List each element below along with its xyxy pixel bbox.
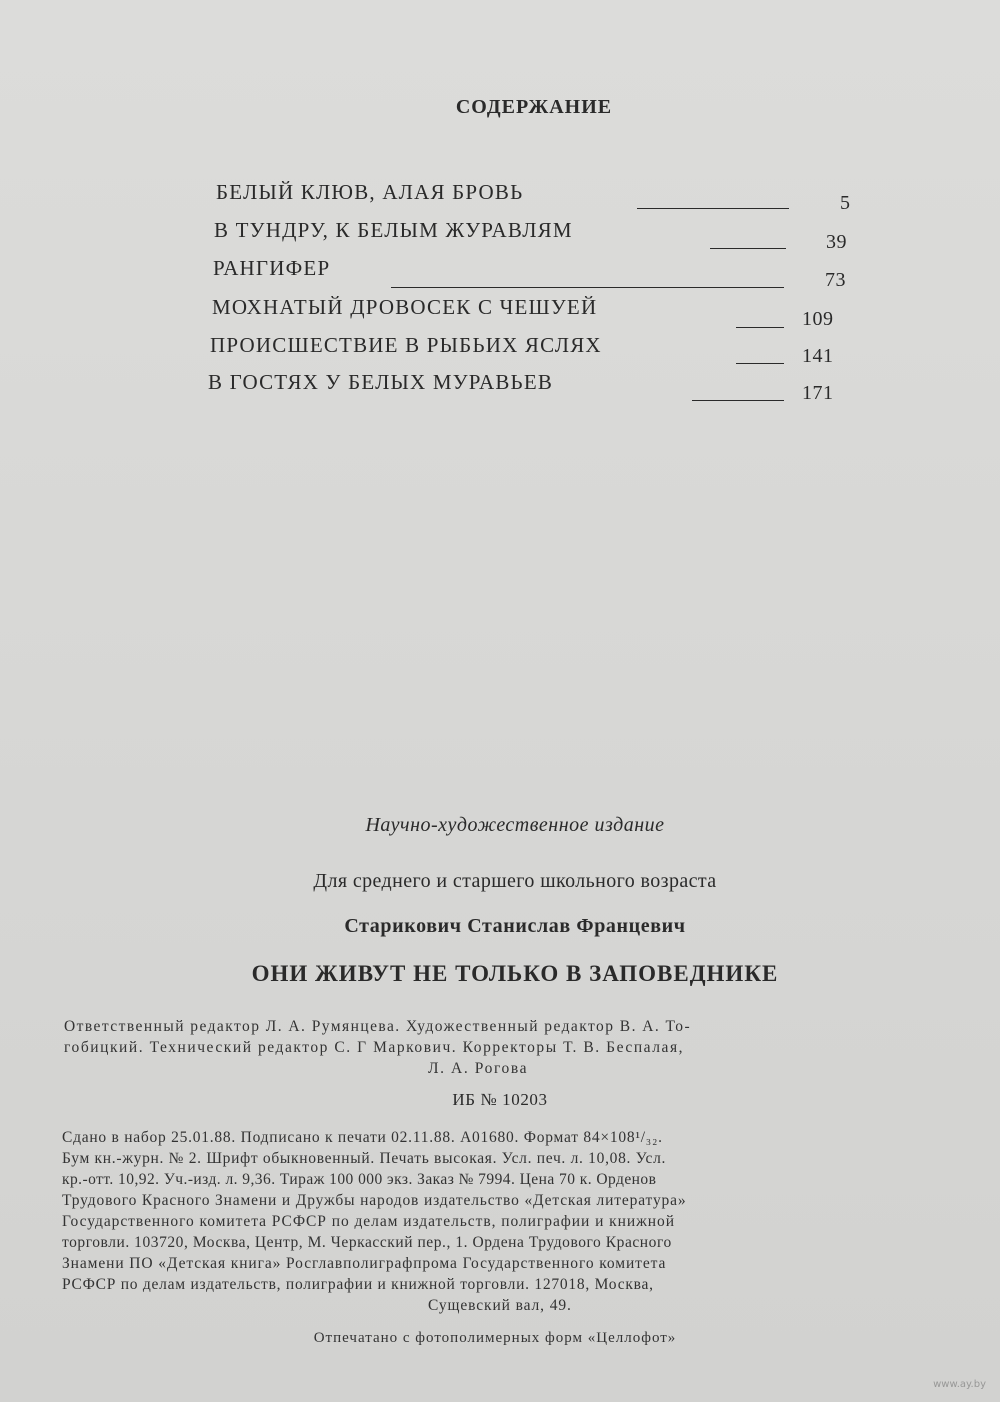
toc-entry bbox=[210, 333, 834, 367]
toc-entry bbox=[212, 295, 834, 330]
toc-entry bbox=[208, 370, 834, 404]
toc-leader bbox=[391, 287, 784, 288]
toc-leader bbox=[710, 248, 786, 249]
output-line: кр.-отт. 10,92. Уч.-изд. л. 9,36. Тираж 100 000 экз. Заказ № 7994. Цена 70 к. Орденов bbox=[62, 1171, 657, 1188]
toc-entry-page: 109 bbox=[802, 308, 834, 330]
book-title: ОНИ ЖИВУТ НЕ ТОЛЬКО В ЗАПОВЕДНИКЕ bbox=[251, 961, 779, 986]
watermark: www.ay.by bbox=[933, 1379, 986, 1390]
toc-entry-title: МОХНАТЫЙ ДРОВОСЕК С ЧЕШУЕЙ bbox=[212, 295, 598, 319]
toc-entry-page: 73 bbox=[825, 269, 846, 291]
toc-entry bbox=[216, 180, 851, 214]
output-line: Сущевский вал, 49. bbox=[428, 1297, 572, 1314]
toc-title: СОДЕРЖАНИЕ bbox=[455, 96, 613, 118]
toc-entry bbox=[213, 256, 846, 291]
toc-entry-page: 39 bbox=[826, 231, 847, 253]
output-line: Трудового Красного Знамени и Дружбы народов издательство «Детская литература» bbox=[62, 1192, 687, 1209]
toc-entry bbox=[214, 218, 847, 253]
toc-entry-title: ПРОИСШЕСТВИЕ В РЫБЬИХ ЯСЛЯХ bbox=[210, 333, 602, 357]
output-line: РСФСР по делам издательств, полиграфии и книжной торговли. 127018, Москва, bbox=[62, 1276, 654, 1293]
toc-leader bbox=[692, 400, 784, 401]
toc-leader bbox=[637, 208, 789, 209]
toc-entry-title: БЕЛЫЙ КЛЮВ, АЛАЯ БРОВЬ bbox=[216, 180, 524, 204]
toc-leader bbox=[736, 327, 784, 328]
toc-entry-title: РАНГИФЕР bbox=[213, 256, 331, 280]
toc-entry-page: 171 bbox=[802, 382, 834, 404]
ib-number: ИБ № 10203 bbox=[452, 1090, 548, 1109]
toc-entry-title: В ТУНДРУ, К БЕЛЫМ ЖУРАВЛЯМ bbox=[214, 218, 573, 242]
output-line: Сдано в набор 25.01.88. Подписано к печати 02.11.88. А01680. Формат 84×108¹/₃₂. bbox=[62, 1129, 663, 1146]
editors-line: Ответственный редактор Л. А. Румянцева. Художественный редактор В. А. То- bbox=[64, 1018, 692, 1035]
output-line: торговли. 103720, Москва, Центр, М. Черкасский пер., 1. Ордена Трудового Красного bbox=[62, 1234, 672, 1251]
toc-entry-title: В ГОСТЯХ У БЕЛЫХ МУРАВЬЕВ bbox=[208, 370, 554, 394]
editors-line: гобицкий. Технический редактор С. Г Маркович. Корректоры Т. В. Беспалая, bbox=[64, 1039, 685, 1056]
age-line: Для среднего и старшего школьного возраста bbox=[313, 870, 717, 892]
output-line: Бум кн.-журн. № 2. Шрифт обыкновенный. Печать высокая. Усл. печ. л. 10,08. Усл. bbox=[62, 1150, 667, 1167]
output-line: Знамени ПО «Детская книга» Росглавполиграфпрома Государственного комитета bbox=[62, 1255, 667, 1272]
printer-note: Отпечатано с фотополимерных форм «Целлофот» bbox=[313, 1330, 677, 1346]
toc-leader bbox=[736, 363, 784, 364]
genre-line: Научно-художественное издание bbox=[365, 814, 665, 836]
output-line: Государственного комитета РСФСР по делам издательств, полиграфии и книжной bbox=[62, 1213, 675, 1230]
toc-entry-page: 141 bbox=[802, 345, 834, 367]
editors-line: Л. А. Рогова bbox=[428, 1060, 529, 1077]
toc-entry-page: 5 bbox=[840, 192, 851, 214]
author-name: Старикович Станислав Францевич bbox=[344, 915, 686, 937]
